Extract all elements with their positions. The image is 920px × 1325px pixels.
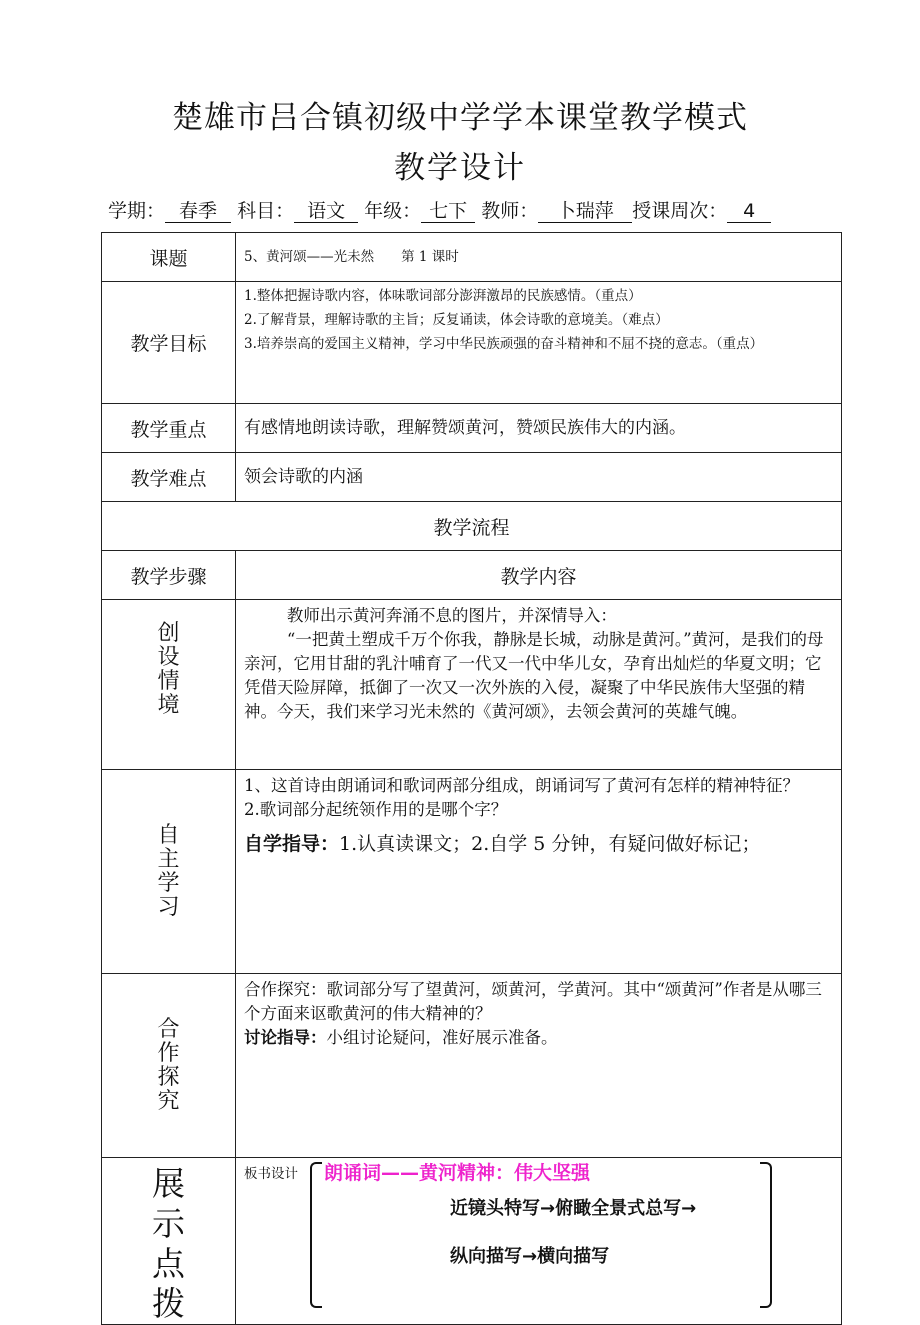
subject-value: 语文 <box>294 200 358 223</box>
cooperation-label <box>102 974 236 1158</box>
scenario-content <box>236 600 842 770</box>
cooperation-label-char: 作 <box>157 1040 180 1066</box>
board-line-vertical-horizontal: 纵向描写→横向描写 <box>450 1246 610 1267</box>
difficulty-row <box>102 453 842 502</box>
self-study-label <box>102 770 236 974</box>
display-row <box>102 1158 842 1325</box>
difficulty-value: 领会诗歌的内涵 <box>236 453 842 502</box>
board-label: 板书设计 <box>244 1166 298 1182</box>
scenario-row <box>102 600 842 770</box>
subject-label: 科目： <box>237 200 295 222</box>
display-label <box>102 1158 236 1325</box>
self-study-guide <box>244 832 833 856</box>
grade-label: 年级： <box>364 200 422 222</box>
content-column-header: 教学内容 <box>236 551 842 600</box>
cooperation-label-char: 合 <box>157 1016 180 1042</box>
flow-row <box>102 502 842 551</box>
self-study-question: 2.歌词部分起统领作用的是哪个字？ <box>244 800 508 819</box>
week-value: 4 <box>727 200 771 223</box>
teacher-label: 教师： <box>481 200 539 222</box>
week-label: 授课周次： <box>632 200 728 222</box>
topic-label: 课题 <box>102 233 236 282</box>
focus-row <box>102 404 842 453</box>
grade-value: 七下 <box>421 200 475 223</box>
self-study-label-char: 学 <box>157 870 180 896</box>
cooperation-content <box>236 974 842 1158</box>
scenario-label-char: 设 <box>157 645 180 670</box>
step-column-header: 教学步骤 <box>102 551 236 600</box>
term-label: 学期： <box>108 200 166 222</box>
document-subtitle: 教学设计 <box>394 150 526 186</box>
term-value: 春季 <box>165 200 231 223</box>
board-line-recitation: 朗诵词——黄河精神：伟大坚强 <box>324 1162 591 1184</box>
goal-item: 2.了解背景，理解诗歌的主旨；反复诵读，体会诗歌的意境美。（难点） <box>244 312 669 328</box>
cooperation-guide-label: 讨论指导： <box>244 1028 327 1047</box>
board-line-closeup: 近镜头特写→俯瞰全景式总写→ <box>450 1198 697 1219</box>
goal-item: 3.培养崇高的爱国主义精神，学习中华民族顽强的奋斗精神和不屈不挠的意志。（重点） <box>244 336 764 352</box>
self-study-row <box>102 770 842 974</box>
cooperation-guide <box>244 1026 833 1050</box>
goal-item: 1.整体把握诗歌内容，体味歌词部分澎湃激昂的民族感情。（重点） <box>244 288 642 304</box>
scenario-label-char: 境 <box>157 693 180 718</box>
focus-label: 教学重点 <box>102 404 236 453</box>
goals-label: 教学目标 <box>102 282 236 404</box>
cooperation-text: 合作探究：歌词部分写了望黄河，颂黄河，学黄河。其中“颂黄河”作者是从哪三个方面来讴歌黄河的伟大精神的？ <box>244 980 822 1023</box>
topic-value: 5、黄河颂——光未然 第 1 课时 <box>236 233 842 282</box>
self-study-content <box>236 770 842 974</box>
self-study-label-char: 自 <box>157 822 180 848</box>
course-meta-line <box>108 196 771 223</box>
scenario-label <box>102 600 236 770</box>
cooperation-row <box>102 974 842 1158</box>
display-label-char: 点 <box>152 1244 185 1283</box>
self-study-label-char: 主 <box>157 846 180 872</box>
self-study-question: 1、这首诗由朗诵词和歌词两部分组成，朗诵词写了黄河有怎样的精神特征？ <box>244 776 799 795</box>
lesson-plan-table <box>101 232 842 1325</box>
topic-row <box>102 233 842 282</box>
cooperation-guide-text: 小组讨论疑问，准好展示准备。 <box>326 1028 558 1047</box>
steps-header-row <box>102 551 842 600</box>
cooperation-label-char: 探 <box>157 1064 180 1090</box>
goals-list <box>236 282 842 404</box>
left-bracket <box>310 1162 322 1308</box>
self-study-guide-text: 1.认真读课文；2.自学 5 分钟，有疑问做好标记； <box>339 833 761 855</box>
difficulty-label: 教学难点 <box>102 453 236 502</box>
goals-row <box>102 282 842 404</box>
right-bracket <box>760 1162 772 1308</box>
display-label-char: 拨 <box>152 1284 185 1323</box>
flow-heading: 教学流程 <box>102 502 842 551</box>
display-label-char: 展 <box>152 1164 185 1203</box>
scenario-label-char: 创 <box>157 621 180 646</box>
scenario-intro: 教师出示黄河奔涌不息的图片，并深情导入： <box>286 606 617 625</box>
cooperation-label-char: 究 <box>157 1088 180 1114</box>
document-title: 楚雄市吕合镇初级中学学本课堂教学模式 <box>172 100 748 136</box>
blackboard-design <box>236 1158 841 1304</box>
scenario-passage: “一把黄土塑成千万个你我，静脉是长城，动脉是黄河。”黄河，是我们的母亲河，它用甘甜的乳汁哺育了一代又一代中华儿女，孕育出灿烂的华夏文明；它凭借天险屏障，抵御了一次又一次外族的入侵，凝聚了中华民族伟大坚强的精神。今天，我们来学习光未然的《黄河颂》，去领会黄河的英雄气魄。 <box>244 630 824 721</box>
display-content <box>236 1158 842 1325</box>
focus-value: 有感情地朗读诗歌，理解赞颂黄河，赞颂民族伟大的内涵。 <box>236 404 842 453</box>
teacher-value: 卜瑞萍 <box>538 200 632 223</box>
self-study-guide-label: 自学指导： <box>244 833 340 855</box>
self-study-label-char: 习 <box>157 894 180 920</box>
scenario-label-char: 情 <box>157 669 180 694</box>
display-label-char: 示 <box>152 1204 185 1243</box>
